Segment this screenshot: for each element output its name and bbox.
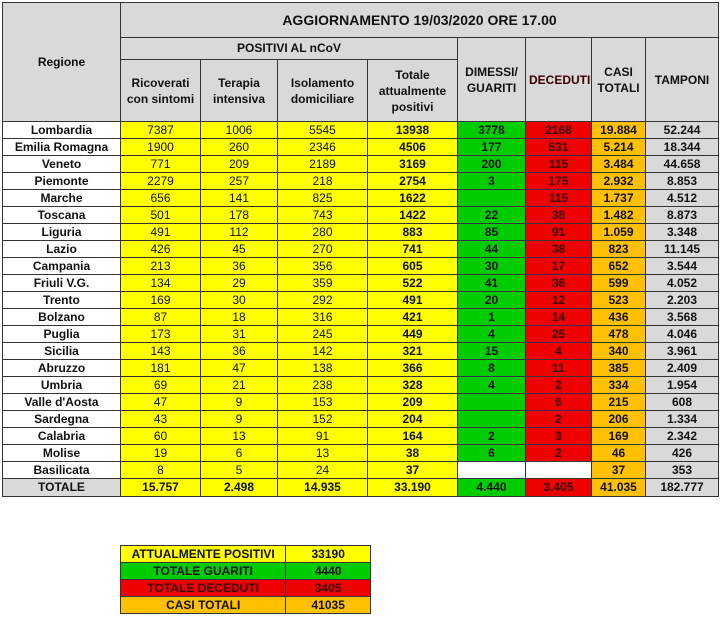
- summary-value: 3405: [286, 580, 371, 597]
- cell-casi-totali: 206: [592, 411, 646, 428]
- header-terapia: Terapia intensiva: [201, 60, 278, 122]
- cell-terapia: 45: [201, 241, 278, 258]
- cell-dimessi: 3: [458, 173, 526, 190]
- cell-tamponi: 2.342: [646, 428, 719, 445]
- cell-regione: Sicilia: [3, 343, 121, 360]
- cell-isolamento: 245: [278, 326, 368, 343]
- table-row: [3, 411, 719, 428]
- cell-isolamento: 218: [278, 173, 368, 190]
- cell-regione: Puglia: [3, 326, 121, 343]
- cell-dimessi: [458, 190, 526, 207]
- table-row: [3, 190, 719, 207]
- cell-dimessi: 2: [458, 428, 526, 445]
- cell-casi-totali: 19.884: [592, 122, 646, 139]
- cell-isolamento: 152: [278, 411, 368, 428]
- cell-casi-totali: 652: [592, 258, 646, 275]
- table-row: [3, 207, 719, 224]
- cell-isolamento: 2189: [278, 156, 368, 173]
- header-tamponi: TAMPONI: [646, 38, 719, 122]
- cell-tamponi: 353: [646, 462, 719, 479]
- cell-terapia: 260: [201, 139, 278, 156]
- cell-tamponi: 3.961: [646, 343, 719, 360]
- totals-terapia: 2.498: [201, 479, 278, 497]
- cell-isolamento: 5545: [278, 122, 368, 139]
- cell-totale-positivi: 3169: [368, 156, 458, 173]
- summary-row: [121, 563, 371, 580]
- cell-tamponi: 608: [646, 394, 719, 411]
- cell-deceduti: 2: [526, 377, 592, 394]
- cell-dimessi: [458, 462, 526, 479]
- summary-label: CASI TOTALI: [121, 597, 286, 614]
- table-row: [3, 122, 719, 139]
- cell-deceduti: 14: [526, 309, 592, 326]
- cell-totale-positivi: 204: [368, 411, 458, 428]
- cell-terapia: 36: [201, 258, 278, 275]
- header-positivi-group: POSITIVI AL nCoV: [121, 38, 458, 60]
- cell-dimessi: [458, 411, 526, 428]
- cell-totale-positivi: 37: [368, 462, 458, 479]
- header-deceduti: DECEDUTI: [526, 38, 592, 122]
- cell-terapia: 29: [201, 275, 278, 292]
- cell-dimessi: 44: [458, 241, 526, 258]
- cell-dimessi: 3778: [458, 122, 526, 139]
- cell-totale-positivi: 38: [368, 445, 458, 462]
- cell-casi-totali: 823: [592, 241, 646, 258]
- cell-casi-totali: 1.482: [592, 207, 646, 224]
- cell-tamponi: 8.873: [646, 207, 719, 224]
- cell-isolamento: 91: [278, 428, 368, 445]
- cell-ricoverati: 656: [121, 190, 201, 207]
- cell-terapia: 5: [201, 462, 278, 479]
- cell-tamponi: 1.954: [646, 377, 719, 394]
- header-regione: Regione: [3, 3, 121, 122]
- totals-ricoverati: 15.757: [121, 479, 201, 497]
- table-row: [3, 326, 719, 343]
- cell-totale-positivi: 4506: [368, 139, 458, 156]
- summary-row: [121, 597, 371, 614]
- cell-deceduti: 11: [526, 360, 592, 377]
- cell-deceduti: 115: [526, 156, 592, 173]
- cell-ricoverati: 426: [121, 241, 201, 258]
- summary-label: TOTALE DECEDUTI: [121, 580, 286, 597]
- cell-tamponi: 4.052: [646, 275, 719, 292]
- cell-casi-totali: 1.059: [592, 224, 646, 241]
- cell-casi-totali: 3.484: [592, 156, 646, 173]
- cell-casi-totali: 436: [592, 309, 646, 326]
- header-ricoverati: Ricoverati con sintomi: [121, 60, 201, 122]
- cell-totale-positivi: 321: [368, 343, 458, 360]
- cell-isolamento: 153: [278, 394, 368, 411]
- cell-isolamento: 356: [278, 258, 368, 275]
- cell-deceduti: 38: [526, 241, 592, 258]
- cell-casi-totali: 523: [592, 292, 646, 309]
- cell-deceduti: 6: [526, 394, 592, 411]
- cell-isolamento: 2346: [278, 139, 368, 156]
- cell-totale-positivi: 1422: [368, 207, 458, 224]
- cell-casi-totali: 334: [592, 377, 646, 394]
- cell-tamponi: 2.203: [646, 292, 719, 309]
- cell-dimessi: 177: [458, 139, 526, 156]
- cell-tamponi: 3.568: [646, 309, 719, 326]
- cell-casi-totali: 46: [592, 445, 646, 462]
- cell-terapia: 30: [201, 292, 278, 309]
- cell-terapia: 9: [201, 411, 278, 428]
- cell-isolamento: 280: [278, 224, 368, 241]
- cell-ricoverati: 1900: [121, 139, 201, 156]
- cell-isolamento: 238: [278, 377, 368, 394]
- table-row: [3, 462, 719, 479]
- cell-ricoverati: 69: [121, 377, 201, 394]
- cell-regione: Lazio: [3, 241, 121, 258]
- cell-isolamento: 359: [278, 275, 368, 292]
- cell-isolamento: 743: [278, 207, 368, 224]
- cell-totale-positivi: 209: [368, 394, 458, 411]
- cell-deceduti: 2: [526, 411, 592, 428]
- cell-terapia: 257: [201, 173, 278, 190]
- cell-totale-positivi: 883: [368, 224, 458, 241]
- totals-row: [3, 479, 719, 497]
- cell-isolamento: 292: [278, 292, 368, 309]
- cell-terapia: 209: [201, 156, 278, 173]
- cell-regione: Trento: [3, 292, 121, 309]
- table-row: [3, 241, 719, 258]
- cell-casi-totali: 385: [592, 360, 646, 377]
- totals-deceduti: 3.405: [526, 479, 592, 497]
- cell-dimessi: 22: [458, 207, 526, 224]
- cell-ricoverati: 8: [121, 462, 201, 479]
- cell-ricoverati: 60: [121, 428, 201, 445]
- cell-casi-totali: 478: [592, 326, 646, 343]
- cell-terapia: 112: [201, 224, 278, 241]
- cell-deceduti: 91: [526, 224, 592, 241]
- table-row: [3, 156, 719, 173]
- cell-deceduti: 36: [526, 275, 592, 292]
- totals-dimessi: 4.440: [458, 479, 526, 497]
- table-row: [3, 139, 719, 156]
- cell-totale-positivi: 449: [368, 326, 458, 343]
- cell-regione: Marche: [3, 190, 121, 207]
- cell-isolamento: 142: [278, 343, 368, 360]
- cell-isolamento: 270: [278, 241, 368, 258]
- cell-tamponi: 3.348: [646, 224, 719, 241]
- cell-totale-positivi: 605: [368, 258, 458, 275]
- cell-totale-positivi: 2754: [368, 173, 458, 190]
- cell-ricoverati: 169: [121, 292, 201, 309]
- cell-casi-totali: 1.737: [592, 190, 646, 207]
- cell-totale-positivi: 522: [368, 275, 458, 292]
- table-row: [3, 309, 719, 326]
- cell-isolamento: 13: [278, 445, 368, 462]
- cell-terapia: 21: [201, 377, 278, 394]
- cell-regione: Umbria: [3, 377, 121, 394]
- cell-totale-positivi: 421: [368, 309, 458, 326]
- cell-deceduti: 25: [526, 326, 592, 343]
- cell-casi-totali: 215: [592, 394, 646, 411]
- summary-label: ATTUALMENTE POSITIVI: [121, 546, 286, 563]
- table-row: [3, 360, 719, 377]
- cell-ricoverati: 134: [121, 275, 201, 292]
- cell-ricoverati: 43: [121, 411, 201, 428]
- summary-value: 41035: [286, 597, 371, 614]
- cell-totale-positivi: 1622: [368, 190, 458, 207]
- table-body: [3, 122, 719, 479]
- cell-terapia: 9: [201, 394, 278, 411]
- cell-deceduti: 3: [526, 428, 592, 445]
- cell-totale-positivi: 328: [368, 377, 458, 394]
- cell-ricoverati: 173: [121, 326, 201, 343]
- cell-deceduti: 38: [526, 207, 592, 224]
- cell-terapia: 1006: [201, 122, 278, 139]
- cell-ricoverati: 143: [121, 343, 201, 360]
- cell-deceduti: 2168: [526, 122, 592, 139]
- cell-tamponi: 2.409: [646, 360, 719, 377]
- cell-tamponi: 426: [646, 445, 719, 462]
- cell-dimessi: 15: [458, 343, 526, 360]
- totals-label: TOTALE: [3, 479, 121, 497]
- summary-value: 33190: [286, 546, 371, 563]
- cell-ricoverati: 7387: [121, 122, 201, 139]
- table-row: [3, 377, 719, 394]
- cell-regione: Liguria: [3, 224, 121, 241]
- cell-regione: Lombardia: [3, 122, 121, 139]
- table-row: [3, 343, 719, 360]
- cell-ricoverati: 491: [121, 224, 201, 241]
- cell-isolamento: 316: [278, 309, 368, 326]
- totals-isolamento: 14.935: [278, 479, 368, 497]
- cell-totale-positivi: 164: [368, 428, 458, 445]
- cell-casi-totali: 5.214: [592, 139, 646, 156]
- cell-terapia: 47: [201, 360, 278, 377]
- cell-deceduti: 12: [526, 292, 592, 309]
- cell-dimessi: 6: [458, 445, 526, 462]
- cell-totale-positivi: 366: [368, 360, 458, 377]
- cell-regione: Veneto: [3, 156, 121, 173]
- cell-deceduti: 531: [526, 139, 592, 156]
- cell-ricoverati: 2279: [121, 173, 201, 190]
- summary-label: TOTALE GUARITI: [121, 563, 286, 580]
- table-row: [3, 224, 719, 241]
- cell-dimessi: 8: [458, 360, 526, 377]
- cell-ricoverati: 213: [121, 258, 201, 275]
- cell-isolamento: 825: [278, 190, 368, 207]
- cell-tamponi: 3.544: [646, 258, 719, 275]
- cell-regione: Friuli V.G.: [3, 275, 121, 292]
- cell-tamponi: 1.334: [646, 411, 719, 428]
- cell-totale-positivi: 741: [368, 241, 458, 258]
- table-row: [3, 428, 719, 445]
- cell-isolamento: 24: [278, 462, 368, 479]
- cell-dimessi: 4: [458, 326, 526, 343]
- cell-deceduti: 4: [526, 343, 592, 360]
- table-row: [3, 173, 719, 190]
- summary-body: [121, 546, 371, 614]
- cell-casi-totali: 2.932: [592, 173, 646, 190]
- cell-tamponi: 52.244: [646, 122, 719, 139]
- table-row: [3, 394, 719, 411]
- cell-regione: Basilicata: [3, 462, 121, 479]
- cell-tamponi: 4.512: [646, 190, 719, 207]
- header-dimessi: DIMESSI/ GUARITI: [458, 38, 526, 122]
- cell-ricoverati: 771: [121, 156, 201, 173]
- cell-regione: Abruzzo: [3, 360, 121, 377]
- cell-ricoverati: 87: [121, 309, 201, 326]
- cell-casi-totali: 37: [592, 462, 646, 479]
- totals-tamponi: 182.777: [646, 479, 719, 497]
- cell-dimessi: [458, 394, 526, 411]
- cell-dimessi: 4: [458, 377, 526, 394]
- cell-regione: Valle d'Aosta: [3, 394, 121, 411]
- table-title: AGGIORNAMENTO 19/03/2020 ORE 17.00: [121, 3, 719, 38]
- cell-dimessi: 85: [458, 224, 526, 241]
- cell-deceduti: 115: [526, 190, 592, 207]
- header-casi-totali: CASI TOTALI: [592, 38, 646, 122]
- cell-terapia: 178: [201, 207, 278, 224]
- cell-terapia: 31: [201, 326, 278, 343]
- cell-dimessi: 20: [458, 292, 526, 309]
- summary-row: [121, 580, 371, 597]
- cell-tamponi: 11.145: [646, 241, 719, 258]
- cell-terapia: 141: [201, 190, 278, 207]
- summary-value: 4440: [286, 563, 371, 580]
- cell-tamponi: 18.344: [646, 139, 719, 156]
- covid-regional-table: [2, 2, 719, 497]
- cell-regione: Calabria: [3, 428, 121, 445]
- cell-casi-totali: 340: [592, 343, 646, 360]
- cell-terapia: 6: [201, 445, 278, 462]
- cell-terapia: 36: [201, 343, 278, 360]
- cell-ricoverati: 47: [121, 394, 201, 411]
- summary-row: [121, 546, 371, 563]
- cell-regione: Molise: [3, 445, 121, 462]
- cell-regione: Campania: [3, 258, 121, 275]
- cell-deceduti: 2: [526, 445, 592, 462]
- table-row: [3, 258, 719, 275]
- table-row: [3, 275, 719, 292]
- summary-table: [120, 545, 371, 614]
- totals-casi: 41.035: [592, 479, 646, 497]
- cell-ricoverati: 181: [121, 360, 201, 377]
- cell-ricoverati: 501: [121, 207, 201, 224]
- cell-tamponi: 4.046: [646, 326, 719, 343]
- cell-regione: Toscana: [3, 207, 121, 224]
- cell-terapia: 13: [201, 428, 278, 445]
- cell-deceduti: 17: [526, 258, 592, 275]
- table-row: [3, 292, 719, 309]
- cell-tamponi: 44.658: [646, 156, 719, 173]
- cell-regione: Bolzano: [3, 309, 121, 326]
- table-row: [3, 445, 719, 462]
- cell-isolamento: 138: [278, 360, 368, 377]
- cell-dimessi: 41: [458, 275, 526, 292]
- header-totale-positivi: Totale attualmente positivi: [368, 60, 458, 122]
- cell-deceduti: [526, 462, 592, 479]
- cell-regione: Emilia Romagna: [3, 139, 121, 156]
- cell-ricoverati: 19: [121, 445, 201, 462]
- cell-casi-totali: 169: [592, 428, 646, 445]
- cell-regione: Sardegna: [3, 411, 121, 428]
- cell-totale-positivi: 13938: [368, 122, 458, 139]
- cell-deceduti: 175: [526, 173, 592, 190]
- cell-dimessi: 1: [458, 309, 526, 326]
- cell-casi-totali: 599: [592, 275, 646, 292]
- cell-regione: Piemonte: [3, 173, 121, 190]
- header-isolamento: Isolamento domiciliare: [278, 60, 368, 122]
- cell-tamponi: 8.853: [646, 173, 719, 190]
- cell-totale-positivi: 491: [368, 292, 458, 309]
- cell-dimessi: 200: [458, 156, 526, 173]
- totals-totale: 33.190: [368, 479, 458, 497]
- cell-terapia: 18: [201, 309, 278, 326]
- cell-dimessi: 30: [458, 258, 526, 275]
